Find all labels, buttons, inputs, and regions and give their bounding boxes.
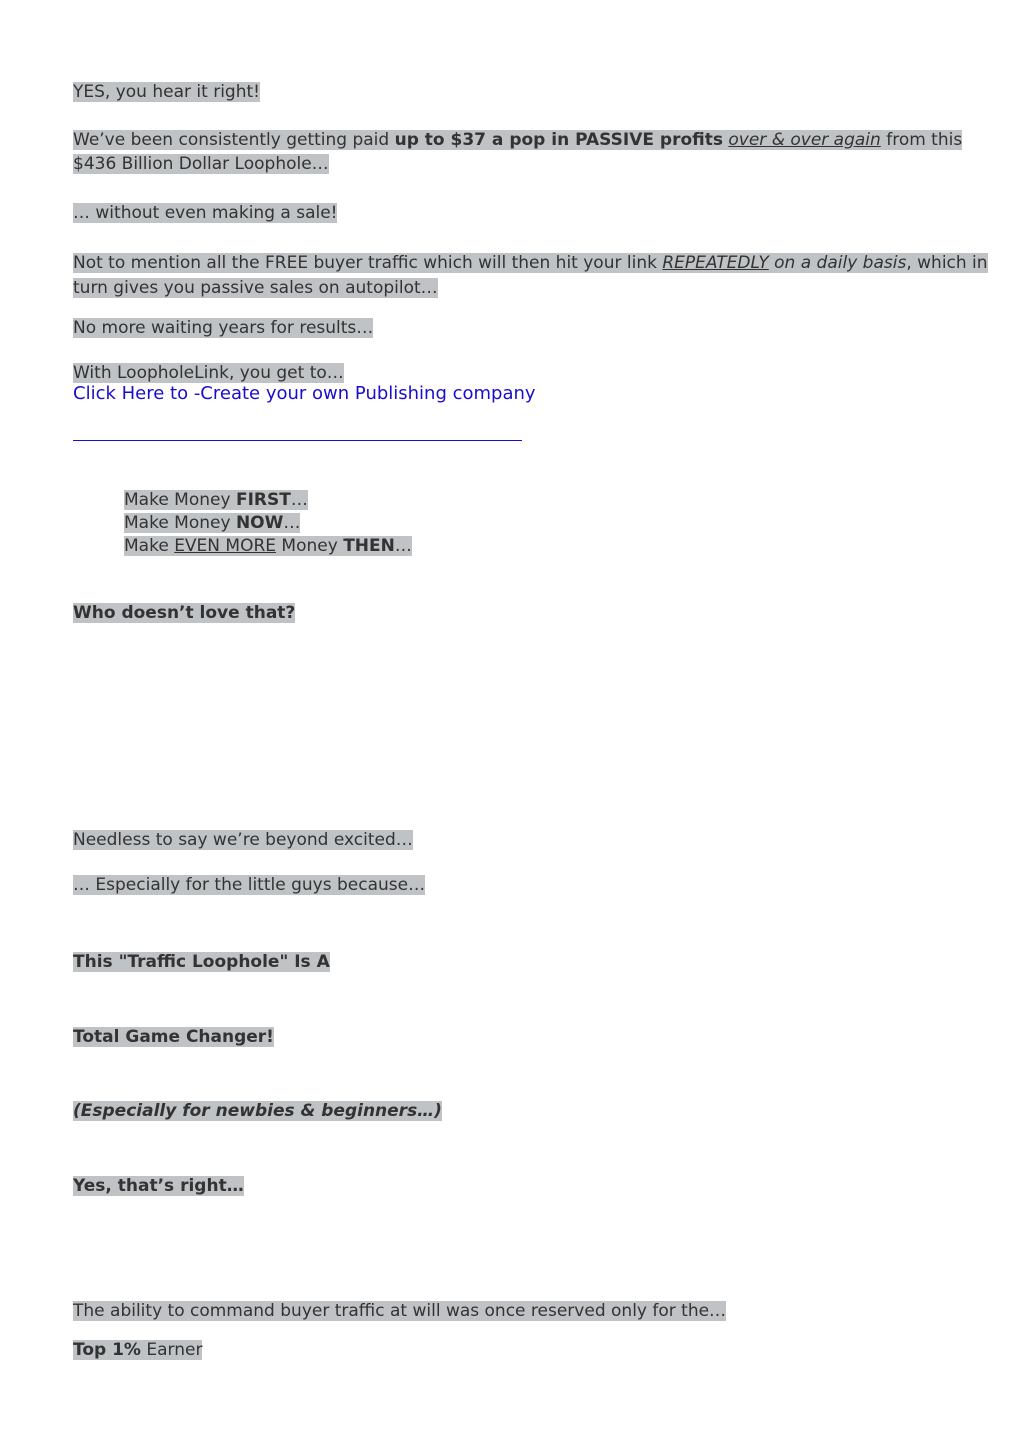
little-guys-text: … Especially for the little guys because… [73,875,426,895]
top-bold: Top 1% [73,1340,141,1360]
money-now-post: … [283,513,301,533]
money-now-highlight [124,513,300,533]
excited-line [73,829,413,851]
money-now [124,512,300,534]
money-then-highlight [124,536,412,556]
intro-paid-highlight [73,130,962,150]
money-now-pre: Make Money [124,513,236,533]
no-waiting-text: No more waiting years for results… [73,318,374,338]
headline1-text: This "Traffic Loophole" Is A [73,952,330,972]
money-then-pre: Make [124,536,175,556]
money-first-pre: Make Money [124,490,236,510]
top-rest: Earner [140,1340,203,1360]
link-underline-rule [73,440,522,441]
excited-text: Needless to say we’re beyond excited… [73,830,413,850]
traffic-italic: on a daily basis [768,253,907,273]
money-first-highlight [124,490,308,510]
yes-right-heading [73,1175,244,1197]
money-then-bold: THEN [343,536,395,556]
money-then [124,535,412,557]
headline-traffic-loophole [73,951,330,973]
intro-traffic-line2 [73,277,438,299]
traffic-line2: turn gives you passive sales on autopilot… [73,278,438,298]
paid-italic: over & over again [728,130,881,150]
money-now-bold: NOW [235,513,284,533]
traffic-post: , which in [906,253,988,273]
intro-no-waiting [73,317,373,339]
intro-with [73,362,344,384]
headline3-text: (Especially for newbies & beginners…) [73,1101,442,1121]
headline2-text: Total Game Changer! [73,1027,274,1047]
money-first-post: … [290,490,308,510]
money-then-post: … [394,536,412,556]
little-guys-line [73,874,425,896]
top-earner-line [73,1339,202,1361]
paid-line2: $436 Billion Dollar Loophole… [73,154,329,174]
top-earner-highlight [73,1340,202,1360]
paid-bold: up to $37 a pop in PASSIVE profits [394,130,723,150]
money-then-mid: Money [276,536,344,556]
paid-post: from this [880,130,963,150]
money-first [124,489,308,511]
who-heading [73,602,295,624]
who-text: Who doesn’t love that? [73,603,296,623]
intro-paid-line2 [73,153,329,175]
money-then-underline: EVEN MORE [174,536,277,556]
no-sale-text: … without even making a sale! [73,203,338,223]
paid-pre: We’ve been consistently getting paid [73,130,395,150]
intro-paid-line1 [73,129,962,151]
intro-yes-text: YES, you hear it right! [73,82,260,102]
traffic-pre: Not to mention all the FREE buyer traffic which will then hit your link [73,253,663,273]
intro-traffic-line1 [73,252,988,274]
publishing-link[interactable]: Click Here to -Create your own Publishing company [73,383,536,404]
headline-newbies [73,1100,442,1122]
traffic-highlight [73,253,988,273]
with-text: With LoopholeLink, you get to… [73,363,344,383]
money-first-bold: FIRST [235,490,291,510]
intro-yes [73,81,260,103]
headline-game-changer [73,1026,274,1048]
ability-text: The ability to command buyer traffic at will was once reserved only for the… [73,1301,727,1321]
ability-line [73,1300,726,1322]
yes-right-text: Yes, that’s right… [73,1176,244,1196]
traffic-underline: REPEATEDLY [662,253,769,273]
intro-no-sale [73,202,337,224]
